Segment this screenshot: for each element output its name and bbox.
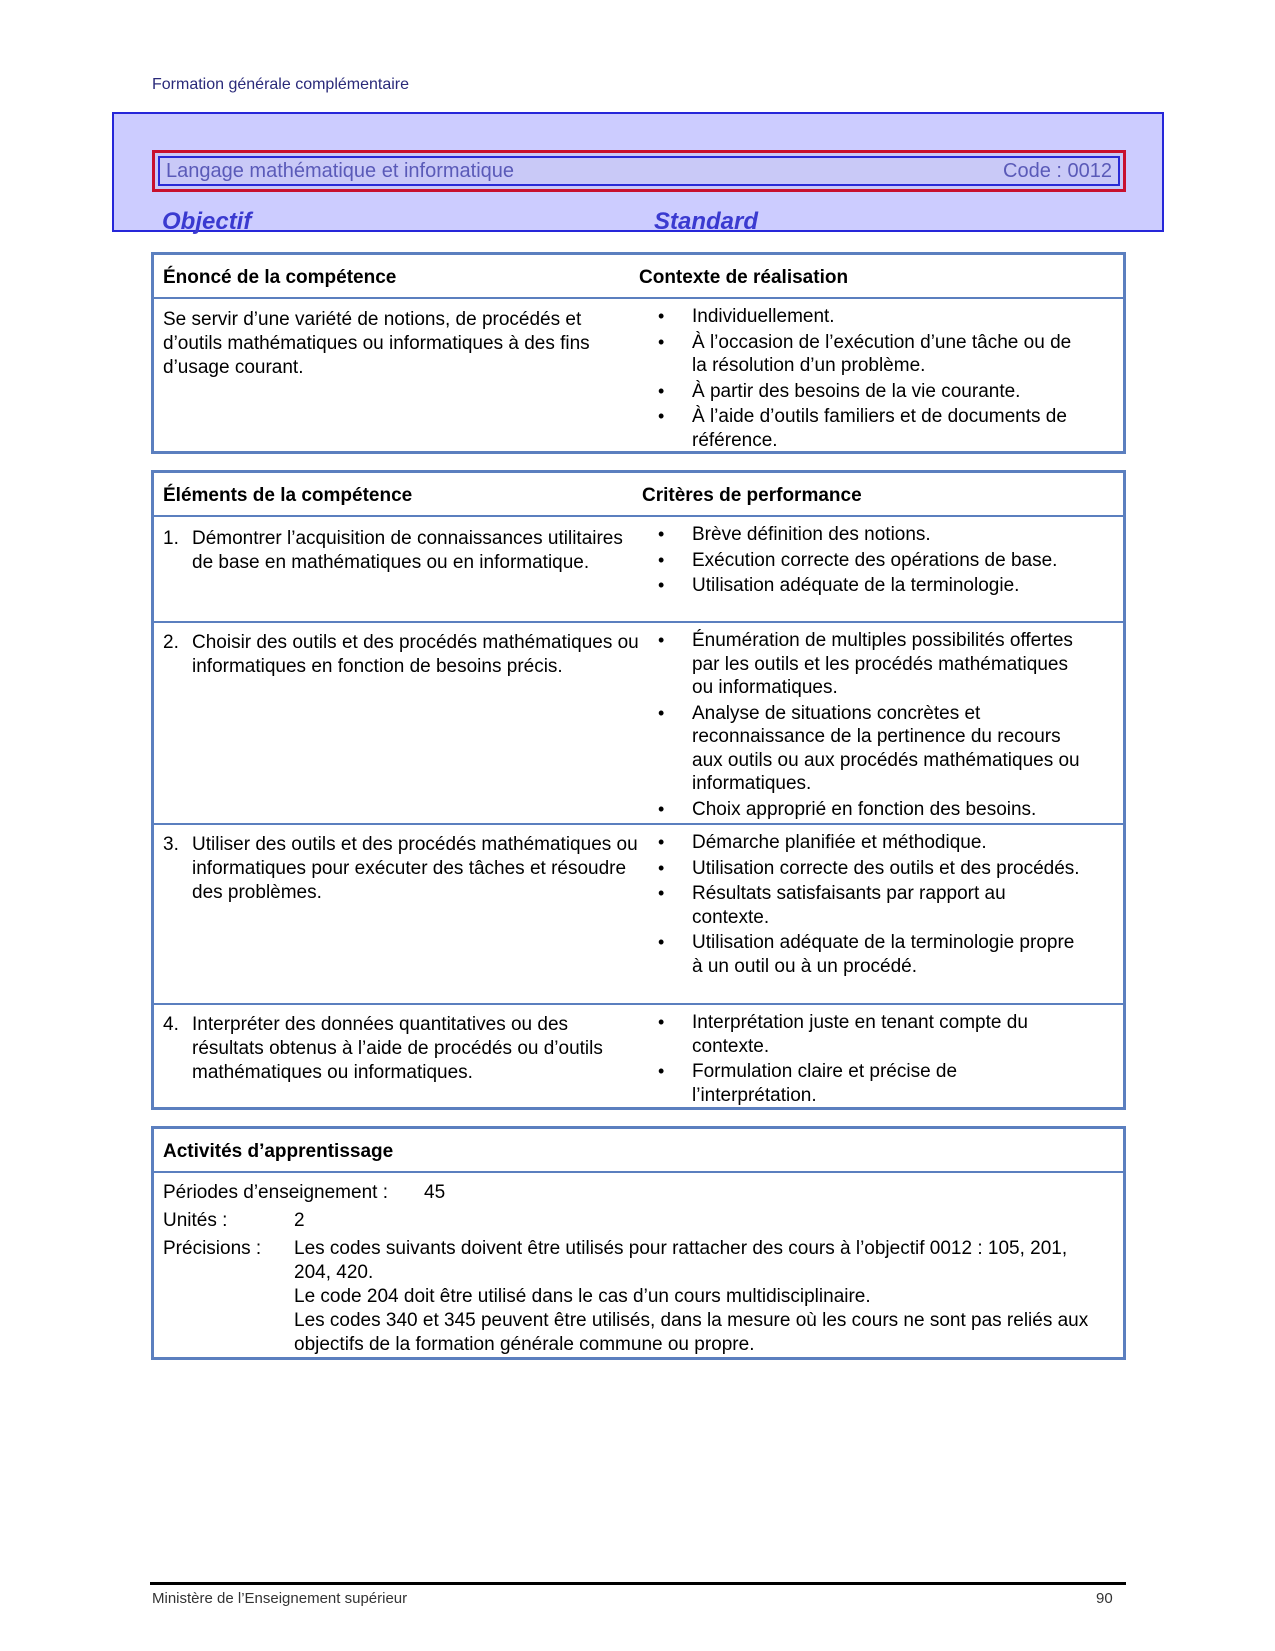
list-item: • Analyse de situations concrètes et reconnaissance de la pertinence du recours aux outils ou aux procédés mathématiques ou informatiques. (654, 702, 1084, 796)
element-number: 1. (163, 528, 179, 549)
activites-heading: Activités d’apprentissage (163, 1141, 394, 1162)
element-number: 4. (163, 1014, 179, 1035)
elements-heading: Éléments de la compétence (163, 485, 413, 506)
criteria-list (654, 1011, 1084, 1109)
list-item: • Utilisation correcte des outils et des procédés. (654, 857, 1084, 881)
list-item: • Utilisation adéquate de la terminologie. (654, 574, 1084, 598)
contexte-heading: Contexte de réalisation (639, 267, 849, 288)
precisions-text (294, 1237, 1094, 1357)
course-code: Code : 0012 (1003, 159, 1112, 182)
standard-label: Standard (654, 208, 759, 235)
enonce-heading: Énoncé de la compétence (163, 267, 397, 288)
list-item: • À l’occasion de l’exécution d’une tâche ou de la résolution d’un problème. (654, 331, 1084, 378)
element-text: Démontrer l’acquisition de connaissances utilitaires de base en mathématiques ou en informatique. (192, 528, 623, 573)
enonce-text: Se servir d’une variété de notions, de procédés et d’outils mathématiques ou informatiques à des fins d’usage courant. (163, 309, 590, 378)
title-bar (152, 150, 1126, 192)
course-title: Langage mathématique et informatique (166, 159, 515, 182)
list-item: • Choix approprié en fonction des besoins. (654, 798, 1084, 822)
element-number: 3. (163, 834, 179, 855)
list-item: • Formulation claire et précise de l’interprétation. (654, 1060, 1084, 1107)
unites-label: Unités : (163, 1210, 228, 1231)
element-number: 2. (163, 632, 179, 653)
contexte-list (654, 305, 1084, 454)
criteria-list (654, 629, 1084, 823)
list-item: • Exécution correcte des opérations de base. (654, 549, 1084, 573)
list-item: • Démarche planifiée et méthodique. (654, 831, 1084, 855)
footer-rule (150, 1582, 1126, 1585)
precision-item: Le code 204 doit être utilisé dans le cas d’un cours multidisciplinaire. (294, 1286, 871, 1307)
list-item: • À partir des besoins de la vie courante. (654, 380, 1084, 404)
list-item: • Énumération de multiples possibilités offertes par les outils et les procédés mathématiques ou informatiques. (654, 629, 1084, 700)
footer-ministry: Ministère de l’Enseignement supérieur (152, 1590, 408, 1607)
element-text: Utiliser des outils et des procédés mathématiques ou informatiques pour exécuter des tâches et résoudre des problèmes. (192, 834, 638, 903)
objectif-label: Objectif (162, 208, 252, 235)
activites-header (154, 1129, 1123, 1173)
criteres-heading: Critères de performance (642, 485, 862, 506)
list-item: • Brève définition des notions. (654, 523, 1084, 547)
precision-item: Les codes 340 et 345 peuvent être utilisés, dans la mesure où les cours ne sont pas reliés aux objectifs de la formation générale commune ou propre. (294, 1310, 1089, 1355)
element-text: Interpréter des données quantitatives ou des résultats obtenus à l’aide de procédés ou d’outils mathématiques ou informatiques. (192, 1014, 603, 1083)
document-type: Formation générale complémentaire (152, 76, 410, 93)
precision-item: Les codes suivants doivent être utilisés pour rattacher des cours à l’objectif 0012 : 105, 201, 204, 420. (294, 1238, 1068, 1283)
element-row-4 (154, 1005, 1123, 1109)
activites-box (151, 1126, 1126, 1360)
elements-header (154, 473, 1123, 517)
element-text: Choisir des outils et des procédés mathématiques ou informatiques en fonction de besoins précis. (192, 632, 639, 677)
list-item: • Individuellement. (654, 305, 1084, 329)
periodes-value: 45 (424, 1182, 446, 1203)
unites-value: 2 (294, 1210, 305, 1231)
list-item: • À l’aide d’outils familiers et de documents de référence. (654, 405, 1084, 452)
list-item: • Interprétation juste en tenant compte du contexte. (654, 1011, 1084, 1058)
page-number: 90 (1096, 1590, 1113, 1607)
element-row-2 (154, 623, 1123, 825)
precisions-label: Précisions : (163, 1238, 262, 1259)
elements-box (151, 470, 1126, 1110)
competence-header (154, 255, 1123, 299)
periodes-label: Périodes d’enseignement : (163, 1182, 388, 1203)
list-item: • Utilisation adéquate de la terminologie propre à un outil ou à un procédé. (654, 931, 1084, 978)
criteria-list (654, 831, 1084, 980)
element-row-1 (154, 517, 1123, 623)
criteria-list (654, 523, 1084, 600)
competence-box (151, 252, 1126, 454)
list-item: • Résultats satisfaisants par rapport au contexte. (654, 882, 1084, 929)
element-row-3 (154, 825, 1123, 1005)
